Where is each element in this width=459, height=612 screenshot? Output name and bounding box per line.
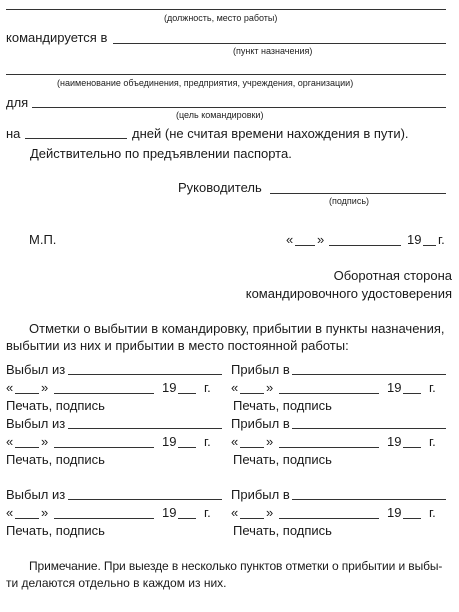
days-text: дней (не считая времени нахождения в пути). [132,126,409,141]
left-date-year-1: 19 [162,380,177,395]
right-date-open-3: « [231,505,239,520]
right-date-year-line-3[interactable] [403,518,421,519]
right-date-year-1: 19 [387,380,402,395]
days-line[interactable] [25,138,127,139]
purpose-label: для [6,95,29,110]
left-date-suffix-1: г. [204,380,211,395]
right-date-month-line-3[interactable] [279,518,379,519]
date-year-line[interactable] [423,245,436,246]
date-open-quote: « [286,232,294,247]
reverse-title-line2: командировочного удостоверения [245,286,452,301]
stamp-label-left-3: Печать, подпись [6,523,105,538]
purpose-line[interactable] [32,107,446,108]
head-signature-line[interactable] [270,193,446,194]
right-date-close-1: » [266,380,274,395]
stamp-label-right-2: Печать, подпись [233,452,332,467]
right-date-suffix-2: г. [429,434,436,449]
arrived-line-2[interactable] [292,428,446,429]
position-line[interactable] [6,9,446,10]
note-line2: ти делаются отдельно в каждом из них. [6,576,227,590]
right-date-month-line-2[interactable] [279,447,379,448]
left-date-suffix-3: г. [204,505,211,520]
left-date-year-line-3[interactable] [178,518,196,519]
date-day-line[interactable] [295,245,315,246]
reverse-title-line1: Оборотная сторона [333,268,452,283]
departed-label-2: Выбыл из [6,416,66,431]
arrived-label-2: Прибыл в [231,416,290,431]
right-date-suffix-3: г. [429,505,436,520]
stamp-label-right-3: Печать, подпись [233,523,332,538]
stamp-label-left-1: Печать, подпись [6,398,105,413]
stamp-label-right-1: Печать, подпись [233,398,332,413]
intro-line1: Отметки о выбытии в командировку, прибытии в пункты назначения, [29,321,445,336]
days-prefix: на [6,126,21,141]
right-date-open-2: « [231,434,239,449]
right-date-close-2: » [266,434,274,449]
departed-line-1[interactable] [68,374,222,375]
left-date-close-2: » [41,434,49,449]
left-date-open-2: « [6,434,14,449]
organization-caption: (наименование объединения, предприятия, учреждения, организации) [57,78,354,88]
left-date-suffix-2: г. [204,434,211,449]
right-date-year-2: 19 [387,434,402,449]
arrived-label-1: Прибыл в [231,362,290,377]
destination-line[interactable] [113,43,446,44]
left-date-day-line-2[interactable] [15,447,39,448]
intro-line2: выбытии из них и прибытии в место постоянной работы: [6,338,349,353]
right-date-year-line-1[interactable] [403,393,421,394]
right-date-close-3: » [266,505,274,520]
passport-text: Действительно по предъявлении паспорта. [30,146,292,161]
arrived-line-3[interactable] [292,499,446,500]
right-date-month-line-1[interactable] [279,393,379,394]
date-close-quote: » [317,232,325,247]
left-date-month-line-3[interactable] [54,518,154,519]
arrived-label-3: Прибыл в [231,487,290,502]
date-month-line[interactable] [329,245,401,246]
left-date-open-1: « [6,380,14,395]
date-year: 19 [407,232,422,247]
destination-caption: (пункт назначения) [233,46,313,56]
right-date-day-line-2[interactable] [240,447,264,448]
left-date-month-line-2[interactable] [54,447,154,448]
left-date-close-3: » [41,505,49,520]
head-label: Руководитель [178,180,262,195]
note-line1: Примечание. При выезде в несколько пунктов отметки о прибытии и выбы- [29,559,443,573]
organization-line[interactable] [6,74,446,75]
right-date-year-line-2[interactable] [403,447,421,448]
departed-line-2[interactable] [68,428,222,429]
departed-label-1: Выбыл из [6,362,66,377]
left-date-open-3: « [6,505,14,520]
right-date-suffix-1: г. [429,380,436,395]
left-date-month-line-1[interactable] [54,393,154,394]
right-date-open-1: « [231,380,239,395]
departed-line-3[interactable] [68,499,222,500]
departed-label-3: Выбыл из [6,487,66,502]
right-date-day-line-1[interactable] [240,393,264,394]
left-date-year-line-1[interactable] [178,393,196,394]
stamp-label-left-2: Печать, подпись [6,452,105,467]
purpose-caption: (цель командировки) [176,110,264,120]
left-date-day-line-1[interactable] [15,393,39,394]
left-date-year-line-2[interactable] [178,447,196,448]
right-date-year-3: 19 [387,505,402,520]
position-caption: (должность, место работы) [164,13,278,23]
arrived-line-1[interactable] [292,374,446,375]
left-date-close-1: » [41,380,49,395]
destination-label: командируется в [6,30,108,45]
stamp-mp: М.П. [29,232,57,247]
signature-caption: (подпись) [329,196,370,206]
right-date-day-line-3[interactable] [240,518,264,519]
left-date-day-line-3[interactable] [15,518,39,519]
left-date-year-2: 19 [162,434,177,449]
date-year-suffix: г. [438,232,445,247]
left-date-year-3: 19 [162,505,177,520]
